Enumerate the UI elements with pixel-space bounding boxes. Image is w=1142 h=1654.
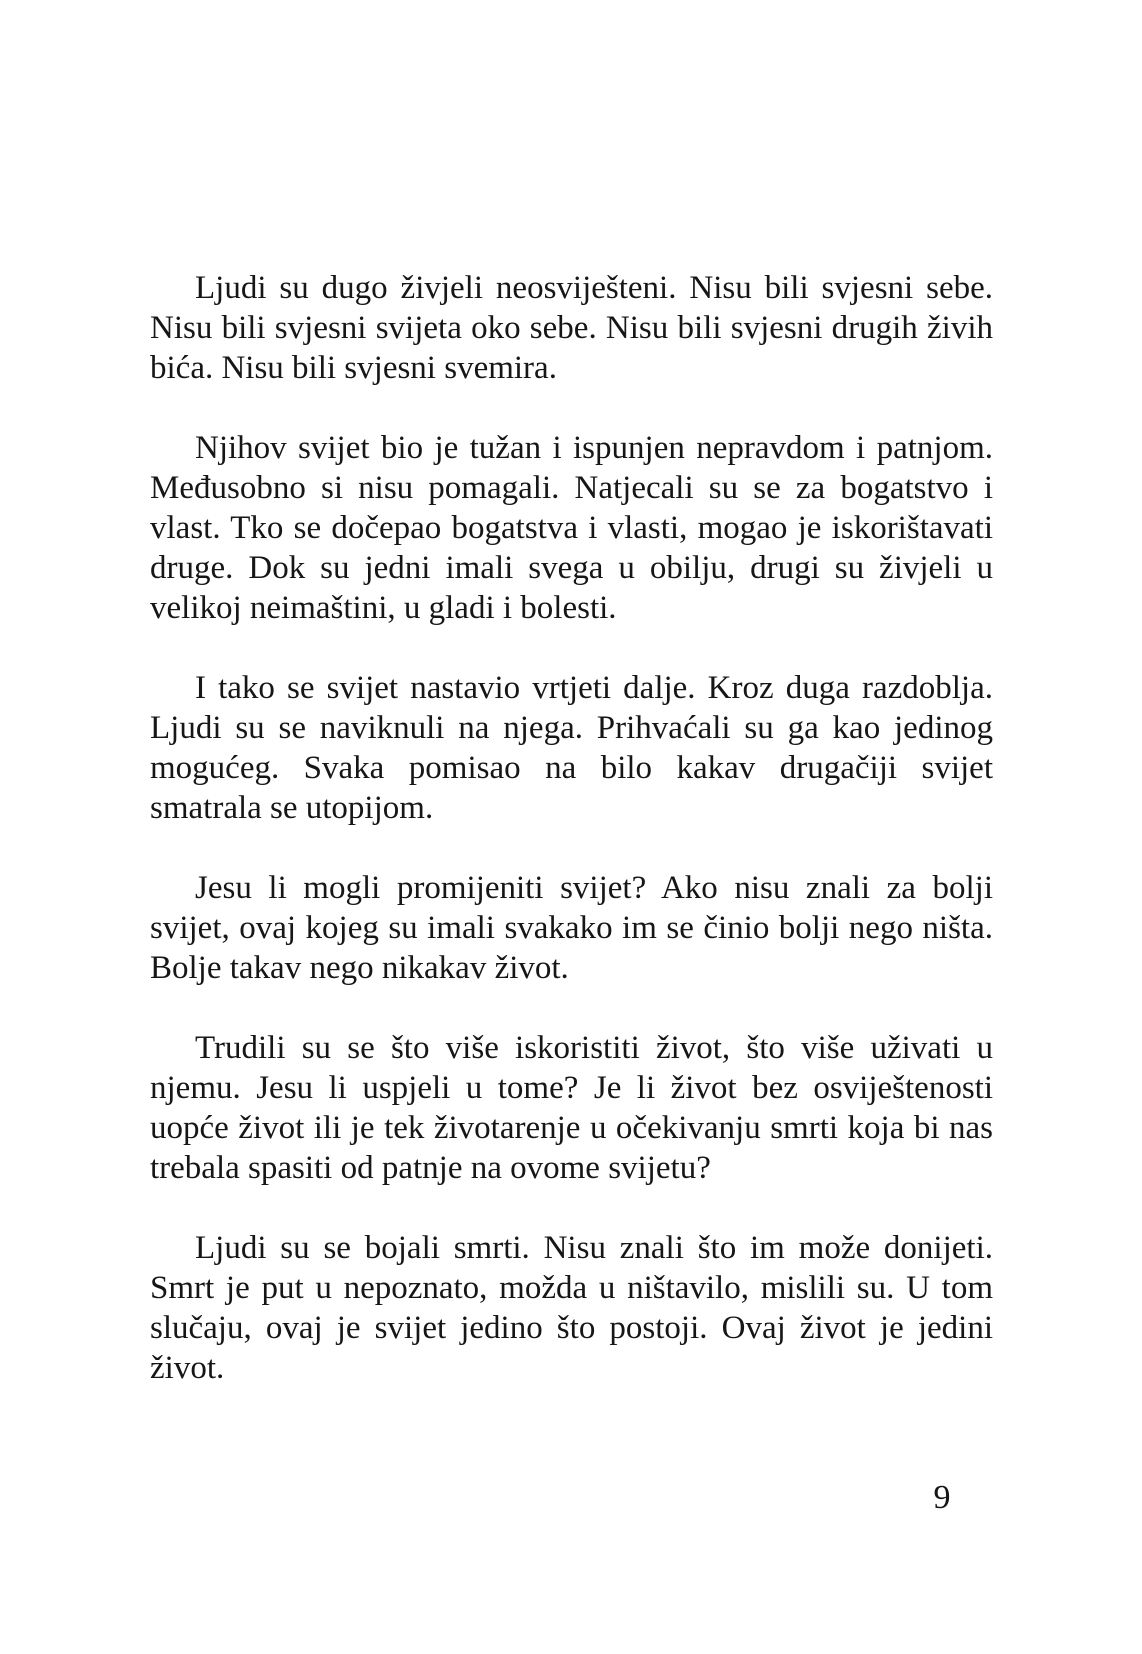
paragraph: Jesu li mogli promijeniti svijet? Ako nisu znali za bolji svijet, ovaj kojeg su imali svakako im se činio bolji nego ništa. Bolje takav nego nikakav život.	[150, 870, 993, 986]
paragraph: Ljudi su dugo živjeli neosviješteni. Nisu bili svjesni sebe. Nisu bili svjesni svijeta oko sebe. Nisu bili svjesni drugih živih bića. Nisu bili svjesni svemira.	[150, 270, 993, 386]
page-number: 9	[933, 1479, 951, 1516]
book-page-text	[150, 268, 993, 1428]
paragraph: Ljudi su se bojali smrti. Nisu znali što im može donijeti. Smrt je put u nepoznato, možda u ništavilo, mislili su. U tom slučaju, ovaj je svijet jedino što postoji. Ovaj život je jedini život.	[150, 1230, 993, 1386]
paragraph: Trudili su se što više iskoristiti život, što više uživati u njemu. Jesu li uspjeli u tome? Je li život bez osviještenosti uopće život ili je tek životarenje u očekivanju smrti koja bi nas trebala spasiti od patnje na ovome svijetu?	[150, 1030, 993, 1186]
paragraph: Njihov svijet bio je tužan i ispunjen nepravdom i patnjom. Međusobno si nisu pomagali. Natjecali su se za bogatstvo i vlast. Tko se dočepao bogatstva i vlasti, mogao je iskorištavati druge. Dok su jedni imali svega u obilju, drugi su živjeli u velikoj neimaštini, u gladi i bolesti.	[150, 430, 993, 626]
paragraph: I tako se svijet nastavio vrtjeti dalje. Kroz duga razdoblja. Ljudi su se naviknuli na njega. Prihvaćali su ga kao jedinog mogućeg. Svaka pomisao na bilo kakav drugačiji svijet smatrala se utopijom.	[150, 670, 993, 826]
